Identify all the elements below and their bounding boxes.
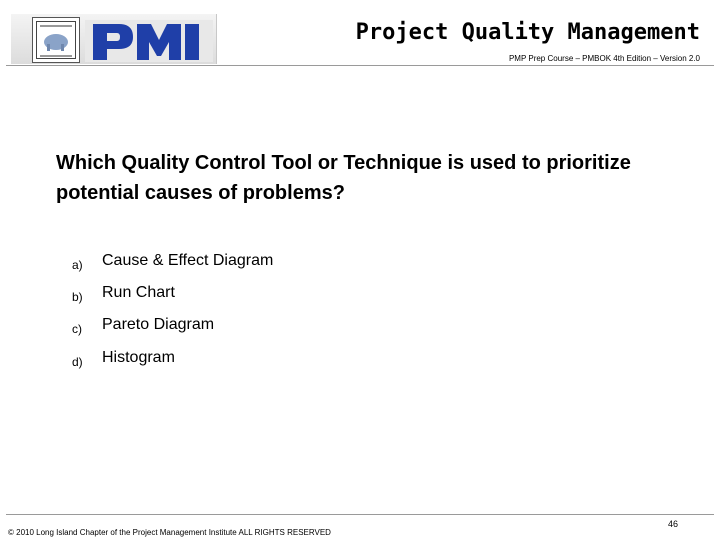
option-letter: c) (72, 322, 82, 336)
slide-title: Project Quality Management (355, 20, 700, 45)
chapter-seal-icon (32, 17, 80, 63)
option-text: Run Chart (102, 284, 175, 301)
option-letter: b) (72, 290, 83, 304)
course-subtitle: PMP Prep Course – PMBOK 4th Edition – Version 2.0 (508, 54, 700, 63)
page-number: 46 (667, 519, 678, 529)
option-text: Pareto Diagram (102, 316, 215, 333)
question-text: Which Quality Control Tool or Technique is used to prioritize potential causes of problems? (56, 152, 631, 204)
option-letter: d) (72, 355, 83, 369)
option-letter: a) (72, 258, 83, 272)
copyright-notice: © 2010 Long Island Chapter of the Project Management Institute ALL RIGHTS RESERVED (8, 528, 331, 537)
logo-banner (11, 14, 217, 64)
pmi-logo-icon (85, 16, 213, 62)
option-text: Cause & Effect Diagram (102, 252, 274, 269)
option-text: Histogram (102, 349, 175, 366)
footer-divider (6, 514, 714, 515)
